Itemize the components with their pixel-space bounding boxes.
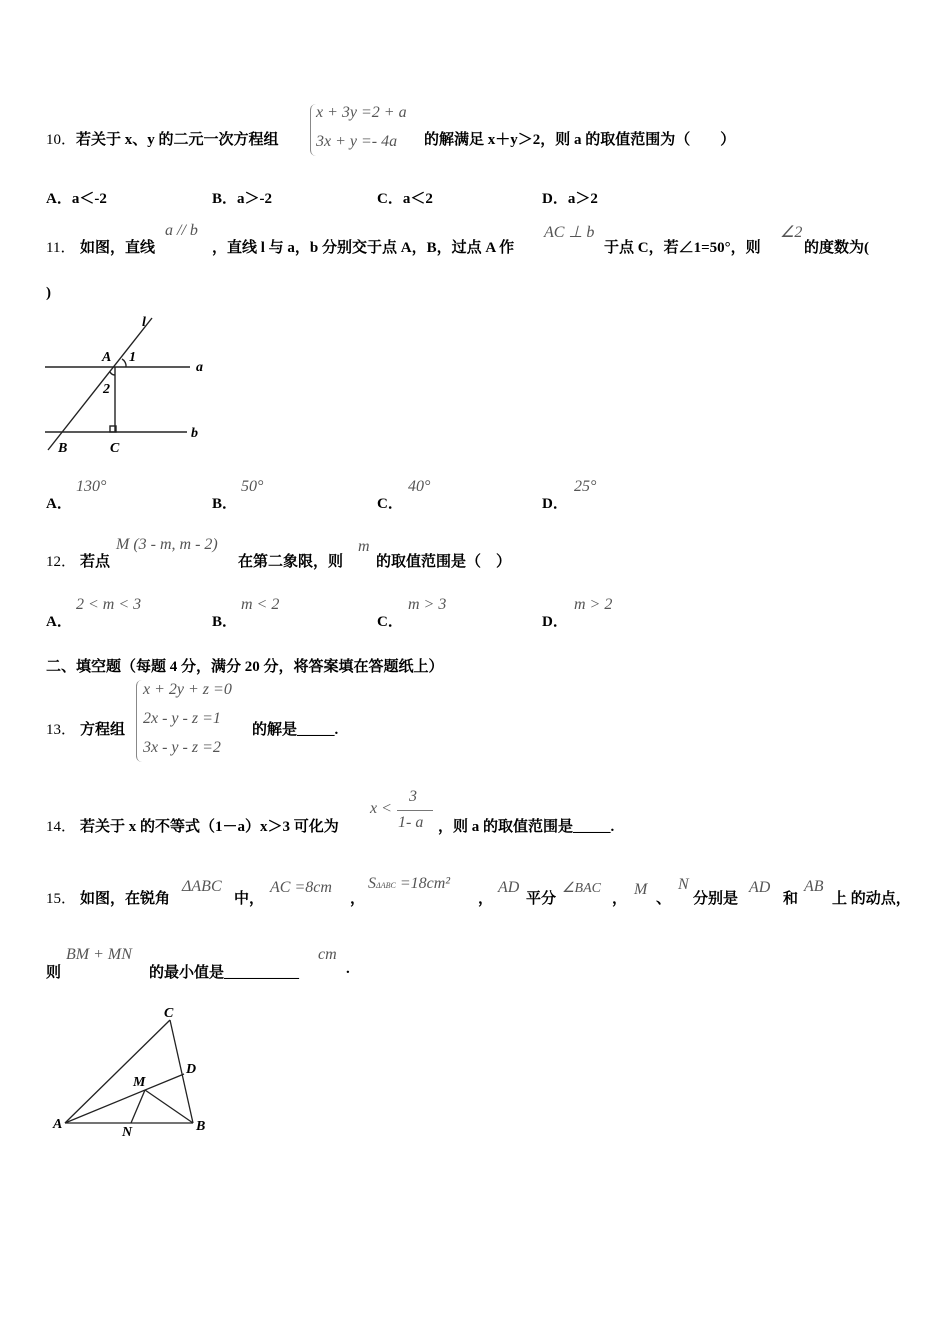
q10-text-a: 若关于 x、y 的二元一次方程组 bbox=[76, 132, 279, 148]
q15-math-11: cm bbox=[318, 946, 337, 963]
q15-text-5: 平分 bbox=[526, 891, 557, 907]
q11-math-2: AC ⊥ b bbox=[544, 224, 595, 241]
q15-area-sub: ΔABC bbox=[376, 881, 396, 890]
q10-num: 10． bbox=[46, 132, 77, 148]
q10-option-a: A．a＜-2 bbox=[46, 191, 107, 207]
q15-math-10: BM + MN bbox=[66, 946, 132, 963]
q11-text-1: 如图，直线 bbox=[80, 240, 156, 256]
q12-option-c-letter: C． bbox=[377, 614, 403, 630]
fig1-label-b: b bbox=[191, 426, 198, 441]
q11-text-5: ) bbox=[46, 285, 51, 301]
fig1-label-a: a bbox=[196, 360, 203, 375]
q13-eq1: x + 2y + z =0 bbox=[143, 681, 232, 698]
fig1-label-2: 2 bbox=[103, 382, 110, 397]
q12-option-b-value: m < 2 bbox=[241, 596, 280, 613]
q10-option-c: C．a＜2 bbox=[377, 191, 433, 207]
q12-option-c-value: m > 3 bbox=[408, 596, 447, 613]
q15-area-value: =18cm² bbox=[399, 875, 451, 892]
q12-option-b-letter: B． bbox=[212, 614, 238, 630]
q15-text-2: 中， bbox=[234, 891, 265, 907]
q15-math-5: ∠BAC bbox=[562, 881, 601, 896]
q10-eq2: 3x + y =- 4a bbox=[316, 133, 398, 150]
fig1-label-C: C bbox=[110, 441, 120, 456]
q15-math-7: N bbox=[678, 876, 689, 893]
fig2-label-D: D bbox=[186, 1062, 197, 1077]
q15-text-7: 、 bbox=[656, 891, 672, 907]
q15-text-10: 上 的动点， bbox=[832, 891, 911, 907]
q15-text-13: . bbox=[346, 961, 350, 977]
q12-text-2: 在第二象限，则 bbox=[238, 554, 344, 570]
q15-math-8: AD bbox=[749, 879, 771, 896]
q15-text-11: 则 bbox=[46, 965, 62, 981]
q11-option-c-letter: C． bbox=[377, 496, 403, 512]
fig2-label-C: C bbox=[164, 1006, 174, 1021]
q10-eq1: x + 3y =2 + a bbox=[316, 104, 407, 121]
q15-math-4: AD bbox=[498, 879, 520, 896]
q14-fraction-denominator: 1- a bbox=[398, 814, 424, 831]
q15-area-s: S bbox=[368, 875, 376, 892]
q13-text-2: 的解是_____. bbox=[252, 722, 339, 738]
q12-option-d-letter: D． bbox=[542, 614, 568, 630]
q13-eq2: 2x - y - z =1 bbox=[143, 710, 221, 727]
section-heading: 二、填空题（每题 4 分，满分 20 分，将答案填在答题纸上） bbox=[46, 659, 444, 675]
q14-fraction-bar bbox=[397, 810, 433, 811]
fig1-label-l: l bbox=[142, 315, 146, 330]
q11-option-a-value: 130° bbox=[76, 478, 107, 495]
q14-fraction-numerator: 3 bbox=[409, 788, 417, 805]
q11-text-2: ，直线 l 与 a，b 分别交于点 A，B，过点 A 作 bbox=[212, 240, 515, 256]
q11-text-3: 于点 C，若∠1=50°，则 bbox=[604, 240, 761, 256]
q14-math-lhs: x < bbox=[370, 800, 392, 817]
q12-option-a-value: 2 < m < 3 bbox=[76, 596, 142, 613]
fig2-label-M: M bbox=[133, 1075, 146, 1090]
q11-number: 11． bbox=[46, 240, 76, 256]
fig2-label-B: B bbox=[196, 1119, 206, 1134]
q10-option-b: B．a＞-2 bbox=[212, 191, 273, 207]
q12-text-3: 的取值范围是（ ） bbox=[376, 554, 512, 570]
q14-text-1: 若关于 x 的不等式（1－a）x＞3 可化为 bbox=[80, 819, 339, 835]
fig1-label-1: 1 bbox=[129, 350, 136, 365]
q11-text-4: 的度数为( bbox=[804, 240, 869, 256]
q15-text-1: 如图，在锐角 bbox=[80, 891, 171, 907]
q12-number: 12． bbox=[46, 554, 77, 570]
q15-math-1: ΔABC bbox=[182, 878, 222, 895]
fig2-label-N: N bbox=[122, 1125, 133, 1140]
q15-number: 15． bbox=[46, 891, 77, 907]
q11-option-d-value: 25° bbox=[574, 478, 597, 495]
q14-text-2: ，则 a 的取值范围是_____. bbox=[438, 819, 615, 835]
q15-math-9: AB bbox=[804, 878, 824, 895]
q15-text-8: 分别是 bbox=[693, 891, 739, 907]
q12-option-d-value: m > 2 bbox=[574, 596, 613, 613]
q14-number: 14． bbox=[46, 819, 77, 835]
q11-math-1: a // b bbox=[165, 222, 198, 239]
q15-text-6: ， bbox=[612, 891, 628, 907]
q15-math-6: M bbox=[634, 881, 648, 898]
q13-brace bbox=[136, 680, 143, 762]
fig2-label-A: A bbox=[53, 1117, 63, 1132]
q12-option-a-letter: A． bbox=[46, 614, 72, 630]
fig1-label-A: A bbox=[102, 350, 112, 365]
q11-option-c-value: 40° bbox=[408, 478, 431, 495]
q15-text-12: 的最小值是__________ bbox=[149, 965, 300, 981]
q11-option-d-letter: D． bbox=[542, 496, 568, 512]
q13-eq3: 3x - y - z =2 bbox=[143, 739, 221, 756]
q13-text-1: 方程组 bbox=[80, 722, 126, 738]
q12-math-1: M (3 - m, m - 2) bbox=[116, 536, 218, 553]
q13-number: 13． bbox=[46, 722, 77, 738]
q11-option-a-letter: A． bbox=[46, 496, 72, 512]
fig1-label-B: B bbox=[58, 441, 68, 456]
q11-option-b-letter: B． bbox=[212, 496, 238, 512]
q12-math-2: m bbox=[358, 538, 370, 555]
q15-math-3 bbox=[368, 875, 450, 893]
q15-text-3: ， bbox=[350, 891, 366, 907]
q10-option-d: D．a＞2 bbox=[542, 191, 598, 207]
q15-math-2: AC =8cm bbox=[270, 879, 332, 896]
q10-text-b: 的解满足 x＋y＞2，则 a 的取值范围为（ ） bbox=[424, 132, 736, 148]
q11-math-3: ∠2 bbox=[780, 224, 803, 241]
q12-text-1: 若点 bbox=[80, 554, 111, 570]
q15-text-9: 和 bbox=[783, 891, 799, 907]
q11-option-b-value: 50° bbox=[241, 478, 264, 495]
q15-text-4: ， bbox=[478, 891, 494, 907]
